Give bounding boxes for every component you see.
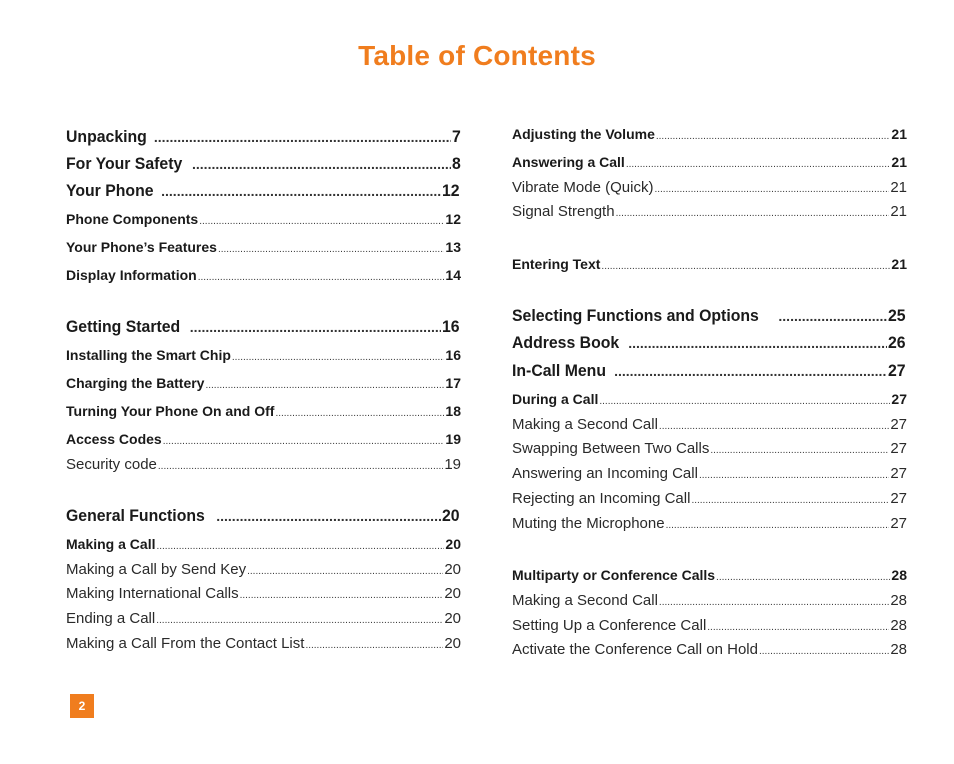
toc-entry-title: Making International Calls [66,585,239,602]
toc-entry-title: Making a Call [66,536,156,552]
toc-entry-title: Muting the Microphone [512,515,665,532]
dot-leader [199,216,444,227]
dot-leader [305,640,443,651]
toc-entry-page: 20 [444,585,461,602]
toc-entry[interactable] [66,536,461,552]
dot-leader [710,445,889,456]
toc-entry[interactable] [512,203,907,220]
dot-leader [599,396,890,407]
toc-entry[interactable] [66,610,461,627]
toc-entry[interactable] [66,431,461,447]
toc-entry[interactable] [512,391,907,407]
toc-entry-title: Ending a Call [66,610,156,627]
toc-entry-page: 20 [442,506,460,525]
dot-leader [614,363,887,379]
dot-leader [659,597,889,608]
toc-entry-page: 21 [891,256,907,272]
toc-entry[interactable] [512,515,907,532]
toc-entry-title: Setting Up a Conference Call [512,617,707,634]
toc-entry[interactable] [512,465,907,482]
toc-entry-page: 27 [890,440,907,457]
toc-entry[interactable] [66,403,461,419]
toc-entry[interactable] [512,592,907,609]
dot-leader [666,520,890,531]
toc-entry-page: 17 [445,375,461,391]
toc-entry-title: Charging the Battery [66,375,205,391]
toc-entry-title: Unpacking [66,127,147,146]
toc-entry-title: During a Call [512,391,599,407]
toc-entry-title: In-Call Menu [512,361,606,380]
toc-entry-page: 19 [444,456,461,473]
toc-entry-page: 16 [445,347,461,363]
toc-entry-title: Answering an Incoming Call [512,465,698,482]
toc-entry-page: 12 [442,181,460,200]
toc-entry-page: 13 [445,239,461,255]
toc-entry[interactable] [512,617,907,634]
toc-entry[interactable] [66,456,461,473]
dot-leader [628,335,887,351]
dot-leader [156,615,443,626]
toc-entry[interactable] [512,567,907,583]
toc-entry[interactable] [66,506,461,526]
toc-entry[interactable] [512,179,907,196]
toc-entry-page: 20 [444,610,461,627]
toc-entry-title: Making a Second Call [512,592,658,609]
dot-leader [656,131,891,142]
toc-entry-title: Entering Text [512,256,601,272]
toc-entry[interactable] [512,306,907,326]
toc-entry-title: Phone Components [66,211,199,227]
toc-entry-title: Turning Your Phone On and Off [66,403,275,419]
toc-entry-title: Security code [66,456,157,473]
toc-entry[interactable] [66,375,461,391]
toc-entry-page: 27 [891,391,907,407]
toc-entry-title: Making a Call by Send Key [66,561,247,578]
dot-leader [707,622,889,633]
toc-entry-title: Making a Second Call [512,416,658,433]
dot-leader [216,508,441,524]
toc-entry-title: Display Information [66,267,197,283]
dot-leader [154,129,451,145]
dot-leader [192,156,451,172]
toc-entry-page: 28 [891,567,907,583]
toc-entry-title: Making a Call From the Contact List [66,635,305,652]
dot-leader [275,408,444,419]
dot-leader [205,380,444,391]
toc-entry[interactable] [66,267,461,283]
toc-entry-title: Installing the Smart Chip [66,347,231,363]
toc-entry-title: General Functions [66,506,205,525]
toc-entry-title: Swapping Between Two Calls [512,440,710,457]
toc-entry-page: 21 [890,179,907,196]
toc-entry-title: Multiparty or Conference Calls [512,567,716,583]
toc-entry[interactable] [512,333,907,353]
dot-leader [691,495,889,506]
toc-entry[interactable] [512,416,907,433]
page-number-badge: 2 [70,694,94,718]
toc-entry-page: 12 [445,211,461,227]
toc-entry[interactable] [66,239,461,255]
toc-entry-page: 20 [445,536,461,552]
toc-entry-title: Rejecting an Incoming Call [512,490,691,507]
dot-leader [163,436,445,447]
dot-leader [699,470,889,481]
toc-entry-title: For Your Safety [66,154,183,173]
dot-leader [601,261,890,272]
dot-leader [616,208,890,219]
dot-leader [626,159,891,170]
toc-entry[interactable] [66,347,461,363]
toc-entry-title: Selecting Functions and Options [512,306,759,325]
dot-leader [759,646,889,657]
toc-entry-title: Answering a Call [512,154,625,170]
dot-leader [190,319,441,335]
toc-entry-page: 28 [890,592,907,609]
toc-entry-title: Your Phone’s Features [66,239,217,255]
dot-leader [240,590,444,601]
dot-leader [218,244,444,255]
toc-entry[interactable] [66,211,461,227]
dot-leader [158,461,443,472]
toc-entry-page: 27 [888,361,906,380]
toc-entry[interactable] [512,126,907,142]
toc-entry[interactable] [66,317,461,337]
toc-entry-page: 20 [444,635,461,652]
toc-entry-page: 27 [890,490,907,507]
toc-entry-page: 28 [890,641,907,658]
dot-leader [778,308,887,324]
toc-entry-page: 21 [890,203,907,220]
toc-entry-title: Access Codes [66,431,162,447]
toc-entry-title: Adjusting the Volume [512,126,655,142]
toc-entry[interactable] [66,154,461,174]
page-title: Table of Contents [358,40,596,71]
toc-entry[interactable] [66,561,461,578]
toc-entry-page: 19 [445,431,461,447]
toc-entry-title: Address Book [512,333,620,352]
toc-entry-title: Your Phone [66,181,154,200]
toc-entry-page: 27 [890,515,907,532]
dot-leader [232,352,445,363]
dot-leader [156,541,444,552]
toc-entry[interactable] [512,154,907,170]
toc-entry[interactable] [512,490,907,507]
toc-entry-page: 27 [890,465,907,482]
toc-entry-page: 21 [891,154,907,170]
dot-leader [654,184,889,195]
dot-leader [161,183,441,199]
toc-entry-page: 18 [445,403,461,419]
toc-entry-title: Signal Strength [512,203,615,220]
toc-entry[interactable] [512,256,907,272]
toc-entry-page: 20 [444,561,461,578]
toc-entry[interactable] [66,181,461,201]
toc-entry-title: Getting Started [66,317,181,336]
toc-entry[interactable] [66,127,461,147]
dot-leader [659,421,889,432]
toc-entry-page: 7 [451,127,461,146]
toc-entry-title: Activate the Conference Call on Hold [512,641,758,658]
dot-leader [716,572,890,583]
toc-entry-page: 14 [445,267,461,283]
dot-leader [198,272,445,283]
toc-entry-page: 27 [890,416,907,433]
toc-entry-page: 28 [890,617,907,634]
toc-entry[interactable] [66,635,461,652]
toc-entry-page: 26 [888,333,906,352]
toc-entry-page: 21 [891,126,907,142]
toc-entry[interactable] [512,440,907,457]
toc-entry[interactable] [512,361,907,381]
toc-entry[interactable] [66,585,461,602]
toc-entry-page: 8 [451,154,461,173]
toc-entry-title: Vibrate Mode (Quick) [512,179,654,196]
toc-entry-page: 16 [442,317,460,336]
toc-entry[interactable] [512,641,907,658]
toc-entry-page: 25 [888,306,906,325]
dot-leader [247,566,443,577]
